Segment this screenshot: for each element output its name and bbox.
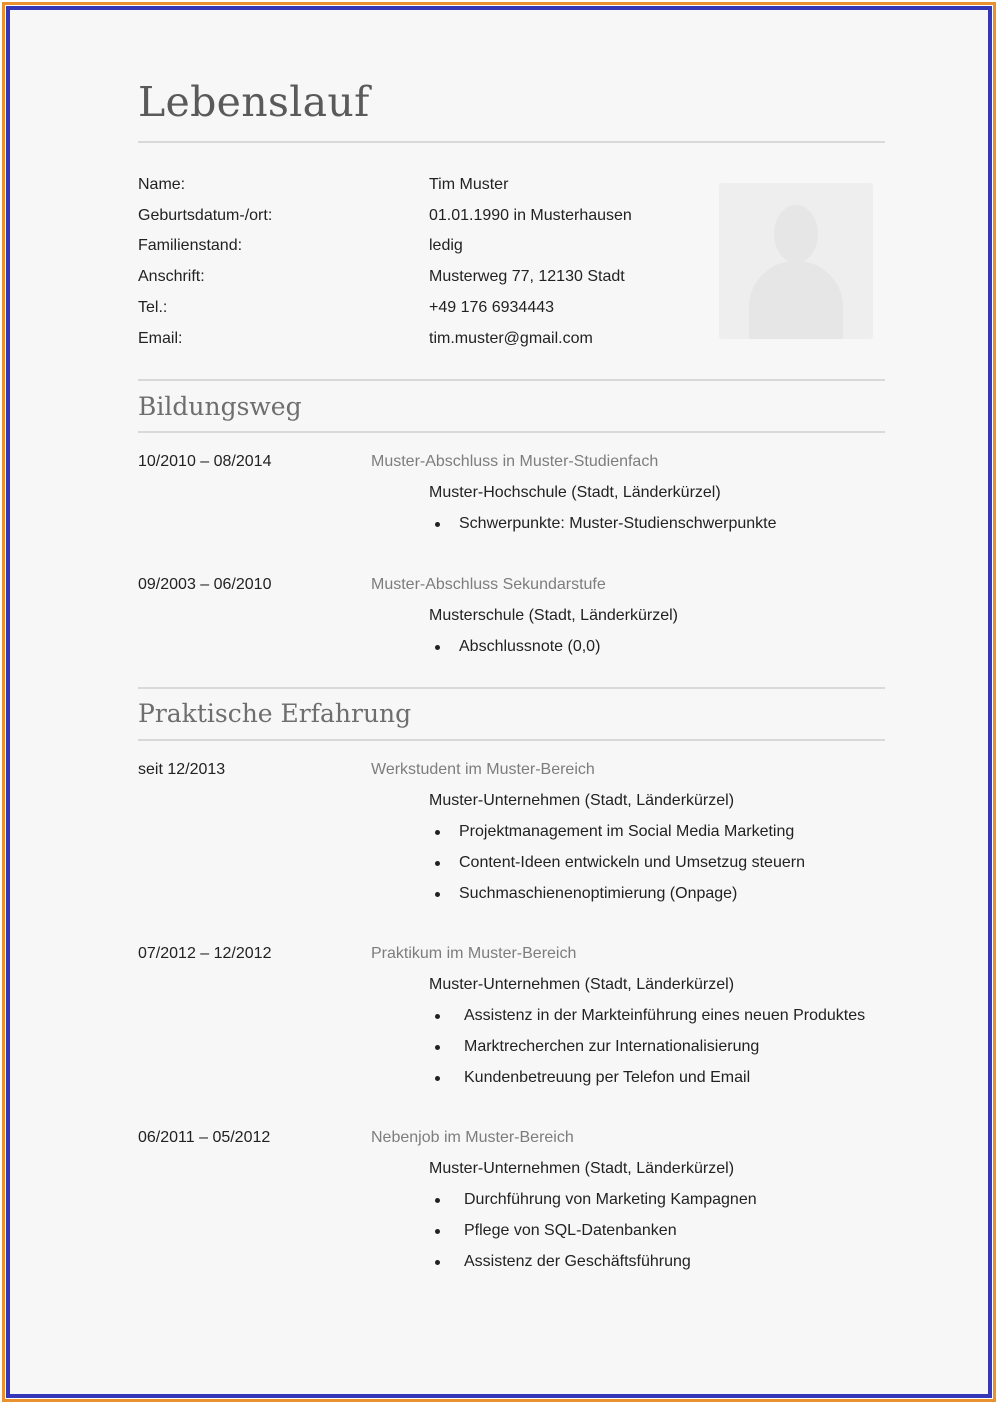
profile-photo-placeholder — [719, 183, 873, 339]
entry-date: 09/2003 – 06/2010 — [138, 576, 272, 593]
bullet-icon — [435, 1014, 440, 1019]
entry-organization: Muster-Unternehmen (Stadt, Länderkürzel) — [429, 1160, 735, 1177]
entry-organization: Muster-Unternehmen (Stadt, Länderkürzel) — [429, 976, 735, 993]
entry-bullet: Abschlussnote (0,0) — [459, 638, 601, 655]
entry-date: seit 12/2013 — [138, 761, 226, 778]
entry-role: Praktikum im Muster-Bereich — [371, 945, 577, 962]
marital-label: Familienstand: — [138, 237, 243, 254]
marital-value: ledig — [429, 237, 463, 254]
document-title: Lebenslauf — [138, 78, 370, 126]
entry-bullet: Schwerpunkte: Muster-Studienschwerpunkte — [459, 515, 777, 532]
bullet-icon — [435, 1260, 440, 1265]
name-value: Tim Muster — [429, 176, 509, 193]
entry-bullet: Assistenz der Geschäftsführung — [464, 1253, 691, 1270]
entry-bullet: Assistenz in der Markteinführung eines neuen Produktes — [464, 1007, 866, 1024]
entry-bullet: Projektmanagement im Social Media Marketing — [459, 823, 795, 840]
entry-date: 10/2010 – 08/2014 — [138, 453, 272, 470]
entry-bullet: Suchmaschienenoptimierung (Onpage) — [459, 885, 738, 902]
address-label: Anschrift: — [138, 268, 205, 285]
email-value: tim.muster@gmail.com — [429, 330, 593, 347]
entry-date: 07/2012 – 12/2012 — [138, 945, 272, 962]
entry-bullet: Durchführung von Marketing Kampagnen — [464, 1191, 757, 1208]
birth-value: 01.01.1990 in Musterhausen — [429, 207, 632, 224]
bullet-icon — [435, 861, 440, 866]
entry-organization: Muster-Hochschule (Stadt, Länderkürzel) — [429, 484, 721, 501]
bullet-icon — [435, 1076, 440, 1081]
entry-bullet: Marktrecherchen zur Internationalisierung — [464, 1038, 760, 1055]
avatar-head-icon — [774, 205, 818, 263]
education-heading: Bildungsweg — [138, 392, 302, 421]
entry-role: Nebenjob im Muster-Bereich — [371, 1129, 574, 1146]
entry-role: Muster-Abschluss in Muster-Studienfach — [371, 453, 659, 470]
name-label: Name: — [138, 176, 186, 193]
avatar-body-icon — [749, 261, 843, 339]
bullet-icon — [435, 645, 440, 650]
entry-bullet: Kundenbetreuung per Telefon und Email — [464, 1069, 751, 1086]
bullet-icon — [435, 1198, 440, 1203]
email-label: Email: — [138, 330, 183, 347]
education-heading-divider — [138, 431, 885, 433]
entry-bullet: Pflege von SQL-Datenbanken — [464, 1222, 677, 1239]
address-value: Musterweg 77, 12130 Stadt — [429, 268, 625, 285]
experience-top-divider — [138, 687, 885, 689]
bullet-icon — [435, 830, 440, 835]
birth-label: Geburtsdatum-/ort: — [138, 207, 273, 224]
experience-heading: Praktische Erfahrung — [138, 699, 412, 728]
bullet-icon — [435, 892, 440, 897]
entry-date: 06/2011 – 05/2012 — [138, 1129, 271, 1146]
education-top-divider — [138, 379, 885, 381]
experience-heading-divider — [138, 739, 885, 741]
entry-role: Muster-Abschluss Sekundarstufe — [371, 576, 606, 593]
entry-organization: Muster-Unternehmen (Stadt, Länderkürzel) — [429, 792, 735, 809]
phone-value: +49 176 6934443 — [429, 299, 555, 316]
entry-organization: Musterschule (Stadt, Länderkürzel) — [429, 607, 678, 624]
bullet-icon — [435, 1229, 440, 1234]
title-divider — [138, 141, 885, 143]
phone-label: Tel.: — [138, 299, 168, 316]
bullet-icon — [435, 522, 440, 527]
entry-bullet: Content-Ideen entwickeln und Umsetzug steuern — [459, 854, 805, 871]
entry-role: Werkstudent im Muster-Bereich — [371, 761, 595, 778]
bullet-icon — [435, 1045, 440, 1050]
